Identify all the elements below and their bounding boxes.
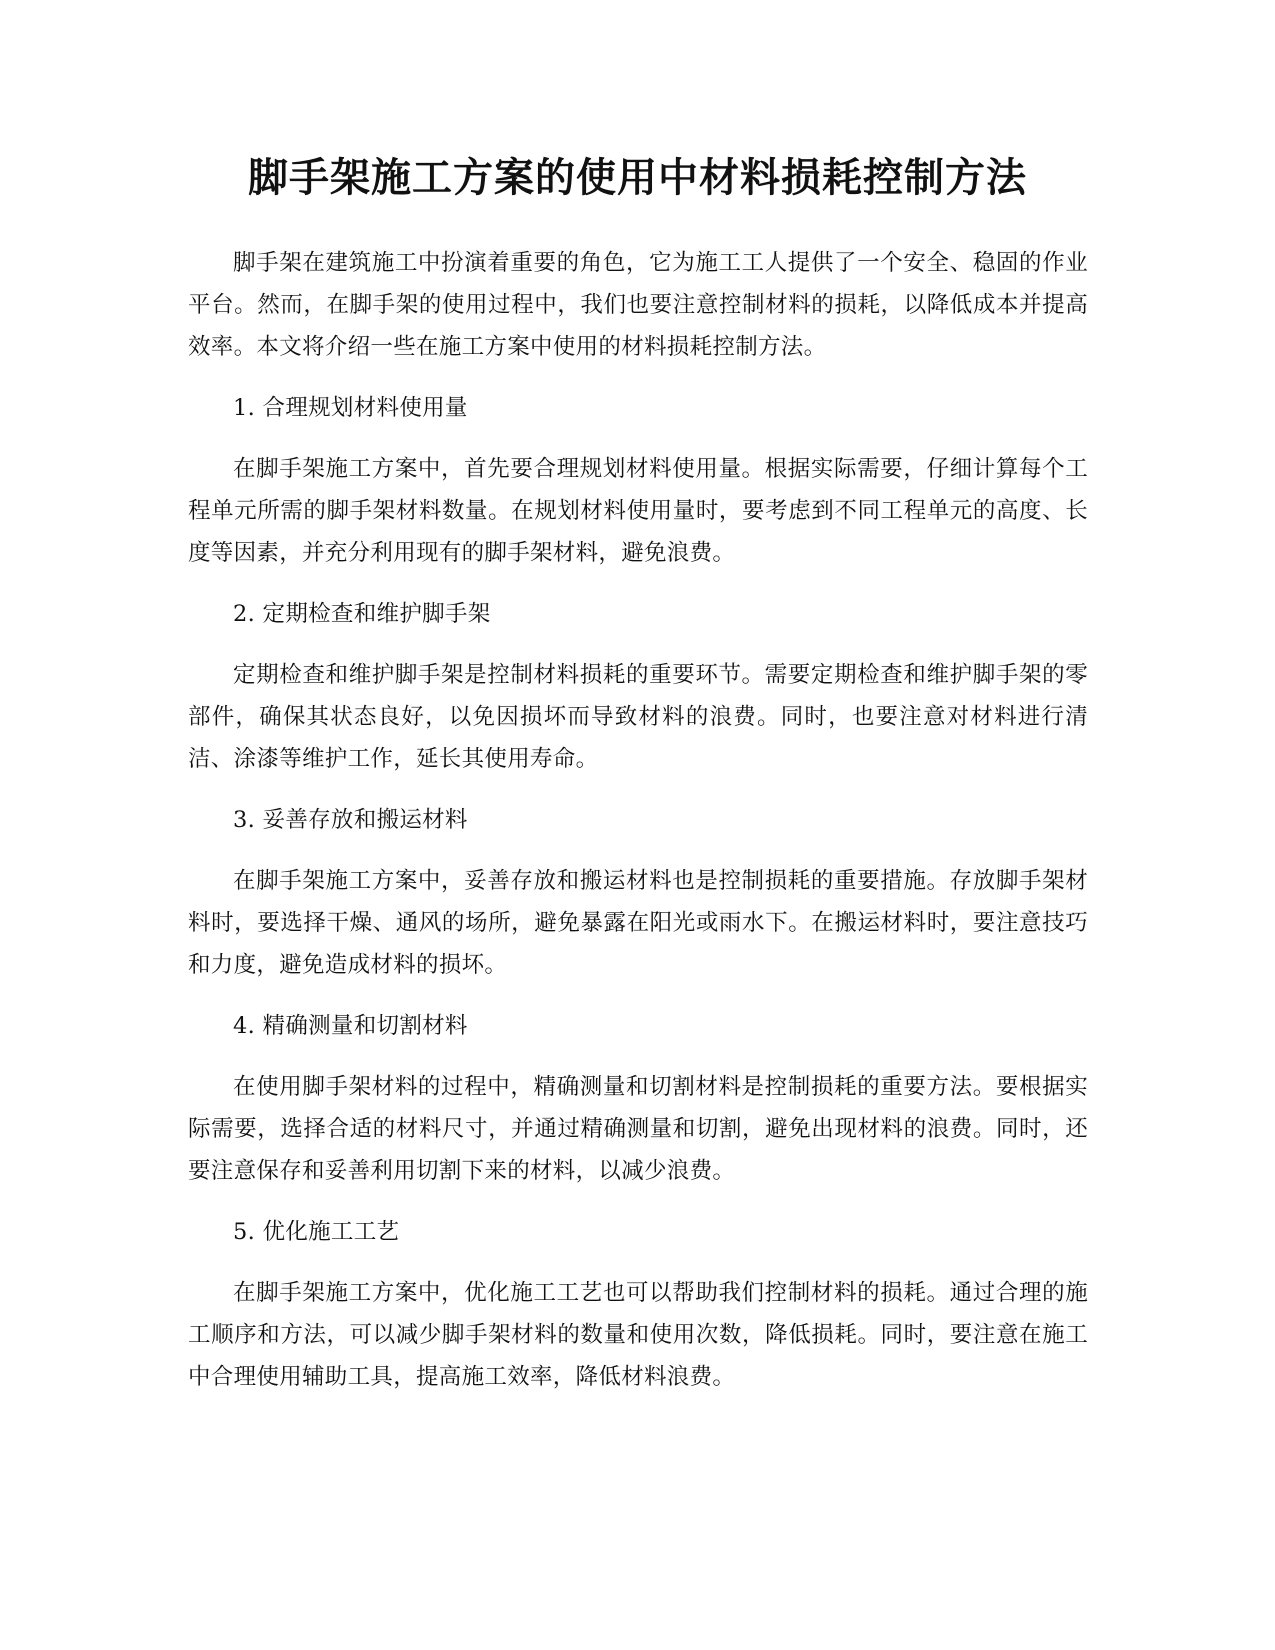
section-heading-4: 4. 精确测量和切割材料: [233, 1013, 468, 1039]
section-heading-3: 3. 妥善存放和搬运材料: [233, 807, 468, 833]
document-body: [188, 242, 1088, 1417]
section-heading-1: 1. 合理规划材料使用量: [233, 395, 468, 421]
page-title: 脚手架施工方案的使用中材料损耗控制方法: [248, 155, 1027, 201]
intro-paragraph: 脚手架在建筑施工中扮演着重要的角色，它为施工工人提供了一个安全、稳固的作业平台。然而，在脚手架的使用过程中，我们也要注意控制材料的损耗，以降低成本并提高效率。本文将介绍一些在施工方案中使用的材料损耗控制方法。: [188, 250, 1088, 360]
section-body-5: 在脚手架施工方案中，优化施工工艺也可以帮助我们控制材料的损耗。通过合理的施工顺序和方法，可以减少脚手架材料的数量和使用次数，降低损耗。同时，要注意在施工中合理使用辅助工具，提高施工效率，降低材料浪费。: [188, 1280, 1088, 1390]
section-heading-2: 2. 定期检查和维护脚手架: [233, 601, 491, 627]
section-body-2: 定期检查和维护脚手架是控制材料损耗的重要环节。需要定期检查和维护脚手架的零部件，确保其状态良好，以免因损坏而导致材料的浪费。同时，也要注意对材料进行清洁、涂漆等维护工作，延长其使用寿命。: [188, 662, 1088, 772]
section-body-3: 在脚手架施工方案中，妥善存放和搬运材料也是控制损耗的重要措施。存放脚手架材料时，要选择干燥、通风的场所，避免暴露在阳光或雨水下。在搬运材料时，要注意技巧和力度，避免造成材料的损坏。: [188, 868, 1088, 978]
section-body-1: 在脚手架施工方案中，首先要合理规划材料使用量。根据实际需要，仔细计算每个工程单元所需的脚手架材料数量。在规划材料使用量时，要考虑到不同工程单元的高度、长度等因素，并充分利用现有的脚手架材料，避免浪费。: [188, 456, 1088, 566]
section-heading-5: 5. 优化施工工艺: [233, 1219, 400, 1245]
section-body-4: 在使用脚手架材料的过程中，精确测量和切割材料是控制损耗的重要方法。要根据实际需要，选择合适的材料尺寸，并通过精确测量和切割，避免出现材料的浪费。同时，还要注意保存和妥善利用切割下来的材料，以减少浪费。: [188, 1074, 1088, 1184]
